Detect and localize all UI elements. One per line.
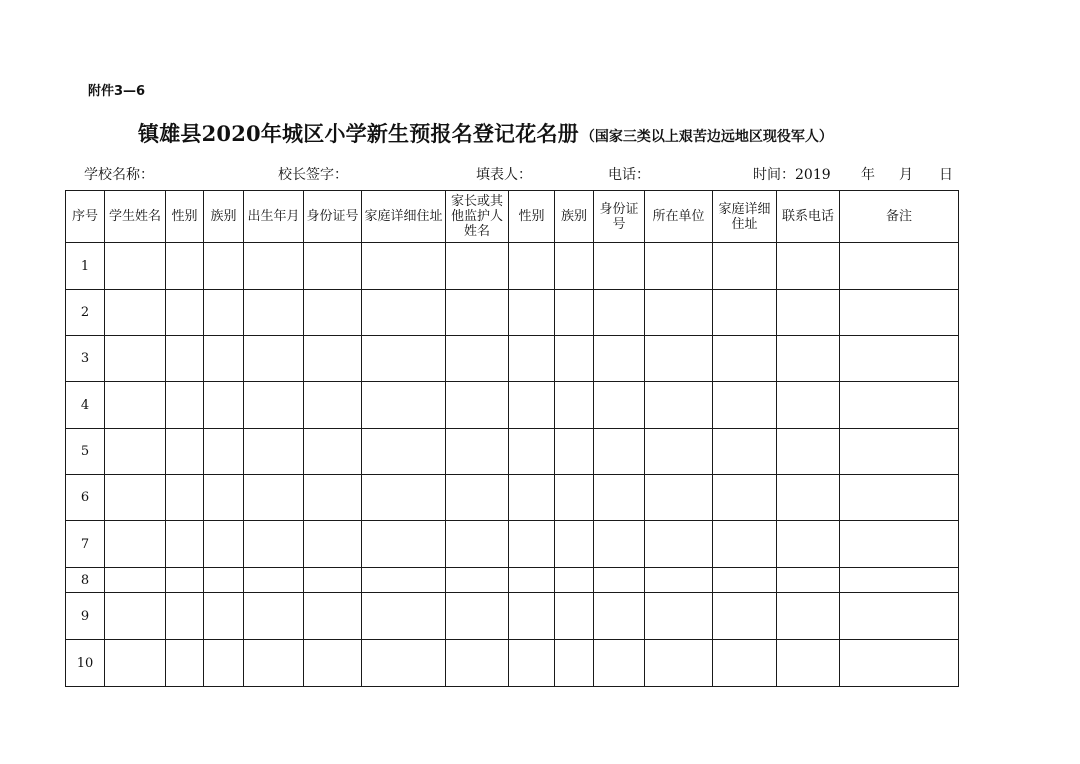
table-header-row <box>66 191 959 243</box>
table-cell[interactable] <box>446 336 509 382</box>
table-cell[interactable] <box>594 568 645 593</box>
row-number: 3 <box>66 336 105 382</box>
table-cell[interactable] <box>840 382 959 429</box>
table-cell[interactable] <box>105 429 166 475</box>
table-cell[interactable] <box>304 568 362 593</box>
table-cell[interactable] <box>645 593 713 640</box>
table-cell[interactable] <box>166 568 204 593</box>
table-cell[interactable] <box>509 243 555 290</box>
table-cell[interactable] <box>713 243 777 290</box>
table-cell[interactable] <box>446 568 509 593</box>
table-cell[interactable] <box>555 243 594 290</box>
table-cell[interactable] <box>166 475 204 521</box>
table-cell[interactable] <box>645 475 713 521</box>
table-cell[interactable] <box>713 475 777 521</box>
table-cell[interactable] <box>304 243 362 290</box>
table-cell[interactable] <box>362 593 446 640</box>
row-number: 2 <box>66 290 105 336</box>
table-cell[interactable] <box>204 382 244 429</box>
table-cell[interactable] <box>777 382 840 429</box>
row-number: 10 <box>66 640 105 687</box>
table-cell[interactable] <box>446 521 509 568</box>
table-cell[interactable] <box>204 290 244 336</box>
table-cell[interactable] <box>446 475 509 521</box>
table-cell[interactable] <box>594 336 645 382</box>
form-info-row <box>84 164 964 184</box>
table-cell[interactable] <box>777 568 840 593</box>
table-cell[interactable] <box>204 243 244 290</box>
table-cell[interactable] <box>105 475 166 521</box>
table-cell[interactable] <box>362 429 446 475</box>
table-cell[interactable] <box>244 475 304 521</box>
table-cell[interactable] <box>166 243 204 290</box>
table-cell[interactable] <box>446 290 509 336</box>
table-body <box>66 243 959 687</box>
table-cell[interactable] <box>105 382 166 429</box>
column-header: 序号 <box>66 191 105 243</box>
table-cell[interactable] <box>509 568 555 593</box>
table-cell[interactable] <box>555 593 594 640</box>
day-label: 日 <box>939 167 953 183</box>
table-cell[interactable] <box>594 475 645 521</box>
table-row <box>66 475 959 521</box>
table-row <box>66 521 959 568</box>
table-cell[interactable] <box>204 568 244 593</box>
table-cell[interactable] <box>594 243 645 290</box>
table-cell[interactable] <box>645 640 713 687</box>
table-cell[interactable] <box>362 382 446 429</box>
table-cell[interactable] <box>713 382 777 429</box>
table-cell[interactable] <box>840 336 959 382</box>
table-cell[interactable] <box>777 243 840 290</box>
table-cell[interactable] <box>244 336 304 382</box>
table-cell[interactable] <box>304 382 362 429</box>
table-cell[interactable] <box>840 640 959 687</box>
table-cell[interactable] <box>713 521 777 568</box>
table-cell[interactable] <box>555 521 594 568</box>
table-row <box>66 382 959 429</box>
filled-by-label: 填表人： <box>476 167 532 183</box>
table-cell[interactable] <box>594 640 645 687</box>
page-title <box>138 118 938 148</box>
table-cell[interactable] <box>166 640 204 687</box>
date-label: 时间：2019 <box>753 167 831 183</box>
table-cell[interactable] <box>509 336 555 382</box>
column-header: 家庭详细住址 <box>713 191 777 243</box>
column-header: 家庭详细住址 <box>362 191 446 243</box>
phone-label: 电话： <box>608 167 650 183</box>
column-header: 所在单位 <box>645 191 713 243</box>
table-cell[interactable] <box>713 429 777 475</box>
table-cell[interactable] <box>244 290 304 336</box>
table-cell[interactable] <box>105 568 166 593</box>
table-row <box>66 640 959 687</box>
table-row <box>66 336 959 382</box>
row-number: 7 <box>66 521 105 568</box>
table-cell[interactable] <box>446 243 509 290</box>
table-cell[interactable] <box>304 290 362 336</box>
table-cell[interactable] <box>777 640 840 687</box>
column-header: 身份证号 <box>304 191 362 243</box>
table-cell[interactable] <box>105 593 166 640</box>
table-cell[interactable] <box>166 336 204 382</box>
table-cell[interactable] <box>244 640 304 687</box>
table-cell[interactable] <box>105 336 166 382</box>
row-number: 9 <box>66 593 105 640</box>
table-cell[interactable] <box>509 429 555 475</box>
table-cell[interactable] <box>304 336 362 382</box>
table-cell[interactable] <box>446 593 509 640</box>
table-row <box>66 243 959 290</box>
table-cell[interactable] <box>244 429 304 475</box>
table-cell[interactable] <box>594 593 645 640</box>
column-header: 备注 <box>840 191 959 243</box>
table-cell[interactable] <box>362 475 446 521</box>
table-cell[interactable] <box>362 243 446 290</box>
table-cell[interactable] <box>777 290 840 336</box>
table-cell[interactable] <box>555 475 594 521</box>
table-cell[interactable] <box>509 290 555 336</box>
table-cell[interactable] <box>362 336 446 382</box>
table-cell[interactable] <box>204 593 244 640</box>
table-cell[interactable] <box>105 640 166 687</box>
column-header: 联系电话 <box>777 191 840 243</box>
table-cell[interactable] <box>362 290 446 336</box>
table-cell[interactable] <box>362 521 446 568</box>
table-cell[interactable] <box>713 640 777 687</box>
table-cell[interactable] <box>509 475 555 521</box>
table-cell[interactable] <box>244 521 304 568</box>
table-cell[interactable] <box>555 640 594 687</box>
table-cell[interactable] <box>244 382 304 429</box>
table-cell[interactable] <box>304 640 362 687</box>
table-cell[interactable] <box>446 640 509 687</box>
table-cell[interactable] <box>362 568 446 593</box>
column-header: 性别 <box>509 191 555 243</box>
attachment-label: 附件3—6 <box>88 84 146 99</box>
table-cell[interactable] <box>166 593 204 640</box>
month-label: 月 <box>899 167 913 183</box>
table-cell[interactable] <box>594 521 645 568</box>
table-cell[interactable] <box>713 568 777 593</box>
column-header: 族别 <box>204 191 244 243</box>
school-name-label: 学校名称： <box>84 167 154 183</box>
row-number: 1 <box>66 243 105 290</box>
column-header: 身份证号 <box>594 191 645 243</box>
table-cell[interactable] <box>166 521 204 568</box>
column-header: 族别 <box>555 191 594 243</box>
row-number: 5 <box>66 429 105 475</box>
title-subtitle: （国家三类以上艰苦边远地区现役军人） <box>580 129 833 145</box>
table-cell[interactable] <box>304 475 362 521</box>
table-cell[interactable] <box>645 336 713 382</box>
table-cell[interactable] <box>840 475 959 521</box>
table-cell[interactable] <box>645 568 713 593</box>
table-cell[interactable] <box>645 382 713 429</box>
table-cell[interactable] <box>555 336 594 382</box>
table-cell[interactable] <box>713 336 777 382</box>
table-cell[interactable] <box>645 429 713 475</box>
table-cell[interactable] <box>166 290 204 336</box>
table-cell[interactable] <box>446 382 509 429</box>
table-cell[interactable] <box>204 640 244 687</box>
table-cell[interactable] <box>555 429 594 475</box>
year-label: 年 <box>861 167 875 183</box>
table-cell[interactable] <box>713 593 777 640</box>
table-cell[interactable] <box>840 243 959 290</box>
table-cell[interactable] <box>594 382 645 429</box>
table-cell[interactable] <box>105 290 166 336</box>
column-header: 学生姓名 <box>105 191 166 243</box>
table-cell[interactable] <box>244 593 304 640</box>
table-cell[interactable] <box>555 382 594 429</box>
table-cell[interactable] <box>105 243 166 290</box>
column-header: 出生年月 <box>244 191 304 243</box>
table-cell[interactable] <box>304 521 362 568</box>
table-cell[interactable] <box>166 382 204 429</box>
table-cell[interactable] <box>204 336 244 382</box>
table-cell[interactable] <box>840 568 959 593</box>
table-row <box>66 290 959 336</box>
table-cell[interactable] <box>204 521 244 568</box>
table-cell[interactable] <box>166 429 204 475</box>
title-main: 镇雄县2020年城区小学新生预报名登记花名册 <box>138 121 579 146</box>
column-header: 性别 <box>166 191 204 243</box>
row-number: 6 <box>66 475 105 521</box>
table-cell[interactable] <box>645 521 713 568</box>
table-cell[interactable] <box>777 336 840 382</box>
table-cell[interactable] <box>244 243 304 290</box>
table-row <box>66 429 959 475</box>
table-cell[interactable] <box>555 568 594 593</box>
table-cell[interactable] <box>555 290 594 336</box>
table-cell[interactable] <box>446 429 509 475</box>
table-cell[interactable] <box>105 521 166 568</box>
table-cell[interactable] <box>509 382 555 429</box>
principal-signature-label: 校长签字： <box>278 167 348 183</box>
table-cell[interactable] <box>713 290 777 336</box>
table-cell[interactable] <box>304 429 362 475</box>
table-cell[interactable] <box>840 521 959 568</box>
table-cell[interactable] <box>509 521 555 568</box>
registration-table <box>65 190 959 687</box>
table-cell[interactable] <box>244 568 304 593</box>
row-number: 4 <box>66 382 105 429</box>
table-row <box>66 568 959 593</box>
table-cell[interactable] <box>645 243 713 290</box>
table-row <box>66 593 959 640</box>
table-cell[interactable] <box>594 429 645 475</box>
row-number: 8 <box>66 568 105 593</box>
column-header: 家长或其他监护人姓名 <box>446 191 509 243</box>
table-cell[interactable] <box>777 521 840 568</box>
table-cell[interactable] <box>204 475 244 521</box>
table-cell[interactable] <box>509 640 555 687</box>
table-cell[interactable] <box>509 593 555 640</box>
table-cell[interactable] <box>594 290 645 336</box>
table-cell[interactable] <box>645 290 713 336</box>
table-cell[interactable] <box>362 640 446 687</box>
table-cell[interactable] <box>840 593 959 640</box>
table-cell[interactable] <box>777 475 840 521</box>
table-cell[interactable] <box>304 593 362 640</box>
table-cell[interactable] <box>777 593 840 640</box>
table-cell[interactable] <box>204 429 244 475</box>
table-cell[interactable] <box>840 290 959 336</box>
table-cell[interactable] <box>777 429 840 475</box>
table-cell[interactable] <box>840 429 959 475</box>
